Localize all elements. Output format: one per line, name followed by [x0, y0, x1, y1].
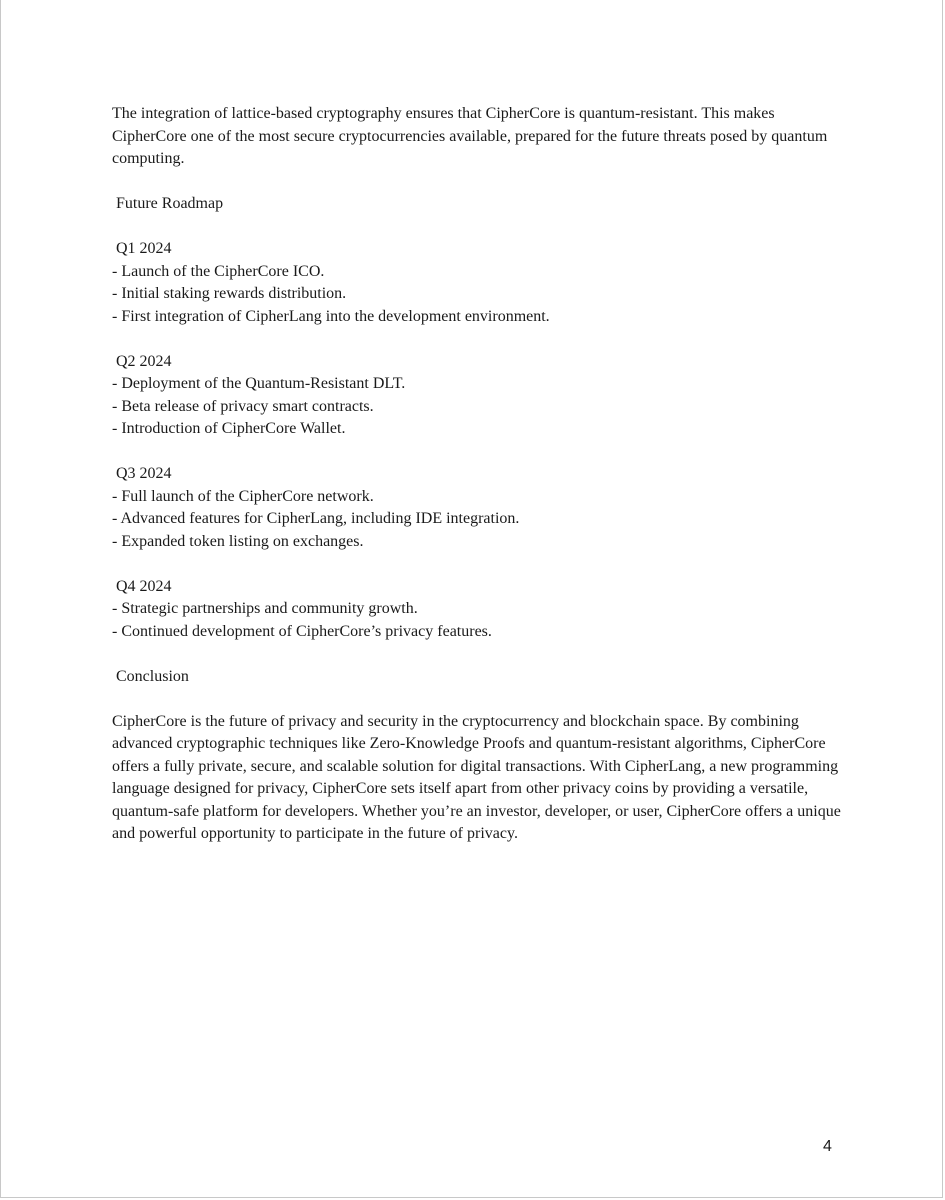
- roadmap-item: - Continued development of CipherCore’s privacy features.: [112, 622, 492, 640]
- roadmap-item: - Deployment of the Quantum-Resistant DLT.: [112, 375, 406, 392]
- roadmap-item: - Advanced features for CipherLang, including IDE integration.: [112, 510, 520, 527]
- quarter-label: Q4 2024: [116, 577, 172, 595]
- quarter-label: Q2 2024: [116, 352, 172, 370]
- conclusion-paragraph: CipherCore is the future of privacy and security in the cryptocurrency and blockchain space. By combining advanced cryptographic techniques like Zero-Knowledge Proofs and quantum-resistant algorithms, CipherCore offers a fully private, secure, and scalable solution for digital transactions. With CipherLang, a new programming language designed for privacy, CipherCore sets itself apart from other privacy coins by providing a versatile, quantum-safe platform for developers. Whether you’re an investor, developer, or user, CipherCore offers a unique and powerful opportunity to participate in the future of privacy.: [112, 712, 841, 842]
- roadmap-q3: [112, 463, 842, 553]
- spacer: [112, 328, 842, 351]
- quarter-label: Q3 2024: [116, 465, 172, 482]
- roadmap-q2: [112, 351, 842, 441]
- roadmap-q4: [112, 576, 842, 644]
- page-content: [112, 103, 842, 846]
- roadmap-item: - Expanded token listing on exchanges.: [112, 532, 364, 550]
- roadmap-item: - Introduction of CipherCore Wallet.: [112, 420, 346, 437]
- spacer: [112, 171, 842, 194]
- roadmap-heading: Future Roadmap: [116, 195, 224, 212]
- roadmap-item: - Launch of the CipherCore ICO.: [112, 262, 325, 280]
- page-number: 4: [823, 1138, 832, 1155]
- spacer: [112, 216, 842, 239]
- spacer: [112, 441, 842, 464]
- roadmap-item: - Strategic partnerships and community growth.: [112, 600, 418, 617]
- roadmap-item: - Beta release of privacy smart contracts.: [112, 397, 374, 415]
- roadmap-q1: [112, 238, 842, 328]
- roadmap-item: - Full launch of the CipherCore network.: [112, 487, 374, 505]
- roadmap-item: - First integration of CipherLang into the development environment.: [112, 307, 550, 325]
- conclusion-heading: Conclusion: [116, 667, 189, 685]
- spacer: [112, 688, 842, 711]
- spacer: [112, 553, 842, 576]
- spacer: [112, 643, 842, 666]
- intro-paragraph: The integration of lattice-based cryptography ensures that CipherCore is quantum-resistant. This makes CipherCore one of the most secure cryptocurrencies available, prepared for the future threats posed by quantum computing.: [112, 105, 828, 167]
- quarter-label: Q1 2024: [116, 240, 172, 257]
- roadmap-item: - Initial staking rewards distribution.: [112, 285, 347, 302]
